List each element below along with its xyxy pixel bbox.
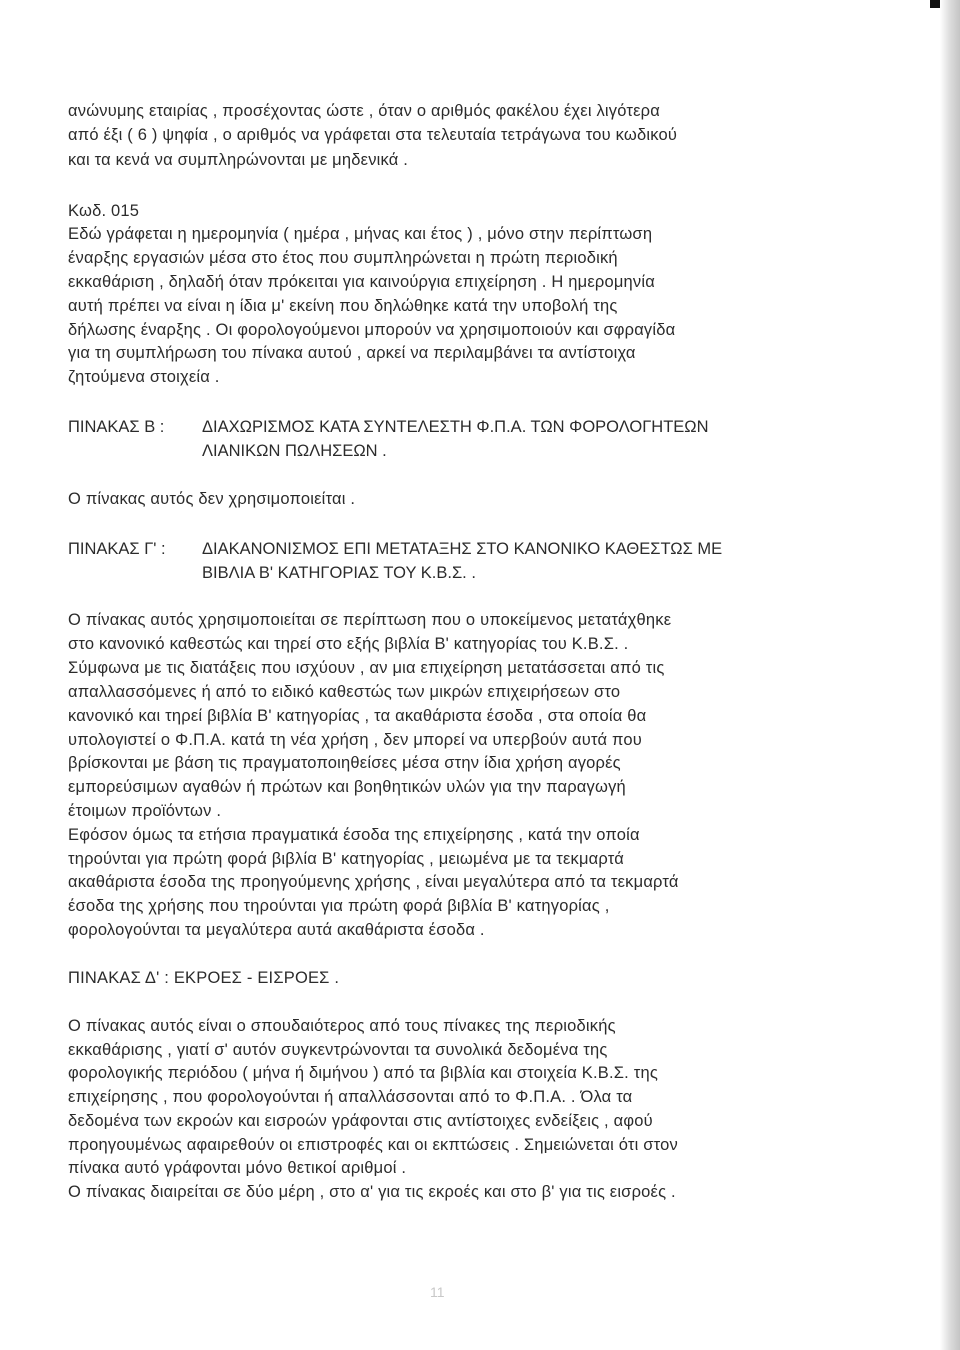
text-line: δήλωσης έναρξης . Οι φορολογούμενοι μπορούν να χρησιμοποιούν και σφραγίδα (68, 321, 676, 339)
text-line: Ο πίνακας αυτός είναι ο σπουδαιότερος από τους πίνακες της περιοδικής (68, 1017, 616, 1035)
text-line: στο κανονικό καθεστώς και τηρεί στο εξής βιβλία Β' κατηγορίας του Κ.Β.Σ. . (68, 635, 629, 653)
text-line: έτοιμων προϊόντων . (68, 802, 222, 820)
text-line: εκκαθάριση , δηλαδή όταν πρόκειται για καινούργια επιχείρηση . Η ημερομηνία (68, 273, 655, 291)
text-line: βρίσκονται με βάση τις πραγματοποιηθείσες μέσα στην ίδια χρήση αγορές (68, 754, 621, 772)
text-line: έναρξης εργασιών μέσα στο έτος που συμπληρώνεται η πρώτη περιοδική (68, 249, 618, 267)
text-line: φορολογούνται τα μεγαλύτερα αυτά ακαθάριστα έσοδα . (68, 921, 485, 939)
text-line: Εφόσον όμως τα ετήσια πραγματικά έσοδα της επιχείρησης , κατά την οποία (68, 826, 640, 844)
table-c-label: ΠΙΝΑΚΑΣ Γ' : (68, 540, 166, 558)
text-line: από έξι ( 6 ) ψηφία , ο αριθμός να γράφεται στα τελευταία τετράγωνα του κωδικού (68, 126, 678, 144)
text-line: αυτή πρέπει να είναι η ίδια μ' εκείνη που δηλώθηκε κατά την υποβολή της (68, 297, 618, 315)
text-line: φορολογικής περιόδου ( μήνα ή διμήνου ) από τα βιβλία και στοιχεία Κ.Β.Σ. της (68, 1064, 658, 1082)
text-line: απαλλασσόμενες ή από το ειδικό καθεστώς των μικρών επιχειρήσεων στο (68, 683, 621, 701)
table-b-title: ΔΙΑΧΩΡΙΣΜΟΣ ΚΑΤΑ ΣΥΝΤΕΛΕΣΤΗ Φ.Π.Α. ΤΩΝ ΦΟΡΟΛΟΓΗΤΕΩΝ (202, 418, 709, 436)
table-c-title: ΒΙΒΛΙΑ Β' ΚΑΤΗΓΟΡΙΑΣ ΤΟΥ Κ.Β.Σ. . (202, 564, 476, 582)
text-line: δεδομένα των εκροών και εισροών γράφονται στις αντίστοιχες ενδείξεις , αφού (68, 1112, 653, 1130)
text-line: για τη συμπλήρωση του πίνακα αυτού , αρκεί να περιλαμβάνει τα αντίστοιχα (68, 344, 636, 362)
text-line: ανώνυμης εταιρίας , προσέχοντας ώστε , όταν ο αριθμός φακέλου έχει λιγότερα (68, 102, 660, 120)
table-c-title: ΔΙΑΚΑΝΟΝΙΣΜΟΣ ΕΠΙ ΜΕΤΑΤΑΞΗΣ ΣΤΟ ΚΑΝΟΝΙΚΟ ΚΑΘΕΣΤΩΣ ΜΕ (202, 540, 723, 558)
page-edge-shadow (940, 0, 960, 1350)
code-label: Κωδ. 015 (68, 202, 140, 220)
text-line: Ο πίνακας αυτός χρησιμοποιείται σε περίπτωση που ο υποκείμενος μετατάχθηκε (68, 611, 672, 629)
text-line: Σύμφωνα με τις διατάξεις που ισχύουν , αν μια επιχείρηση μετατάσσεται από τις (68, 659, 665, 677)
table-b-title: ΛΙΑΝΙΚΩΝ ΠΩΛΗΣΕΩΝ . (202, 442, 387, 460)
text-line: προηγουμένως αφαιρεθούν οι επιστροφές και οι εκπτώσεις . Σημειώνεται ότι στον (68, 1136, 678, 1154)
text-line: πίνακα αυτό γράφονται μόνο θετικοί αριθμοί . (68, 1159, 407, 1177)
table-d-heading: ΠΙΝΑΚΑΣ Δ' : ΕΚΡΟΕΣ - ΕΙΣΡΟΕΣ . (68, 969, 340, 987)
page-number: 11 (430, 1284, 445, 1300)
corner-mark (930, 0, 940, 8)
text-line: κανονικό και τηρεί βιβλία Β' κατηγορίας , τα ακαθάριστα έσοδα , στα οποία θα (68, 707, 647, 725)
text-line: εμπορεύσιμων αγαθών ή πρώτων και βοηθητικών υλών για την παραγωγή (68, 778, 626, 796)
text-line: εκκαθάρισης , γιατί σ' αυτόν συγκεντρώνονται τα συνολικά δεδομένα της (68, 1041, 608, 1059)
text-line: Ο πίνακας διαιρείται σε δύο μέρη , στο α' για τις εκροές και στο β' για τις εισροές . (68, 1183, 676, 1201)
text-line: Εδώ γράφεται η ημερομηνία ( ημέρα , μήνας και έτος ) , μόνο στην περίπτωση (68, 225, 653, 243)
text-line: τηρούνται για πρώτη φορά βιβλία Β' κατηγορίας , μειωμένα με τα τεκμαρτά (68, 850, 625, 868)
text-line: και τα κενά να συμπληρώνονται με μηδενικά . (68, 151, 409, 169)
text-line: επιχείρησης , που φορολογούνται ή απαλλάσσονται από το Φ.Π.Α. . Όλα τα (68, 1088, 633, 1106)
text-line: έσοδα της χρήσης που τηρούνται για πρώτη φορά βιβλία Β' κατηγορίας , (68, 897, 610, 915)
text-line: υπολογιστεί ο Φ.Π.Α. κατά τη νέα χρήση , δεν μπορεί να υπερβούν αυτά που (68, 731, 642, 749)
text-line: ακαθάριστα έσοδα της προηγούμενης χρήσης , είναι μεγαλύτερα από τα τεκμαρτά (68, 873, 679, 891)
text-line: Ο πίνακας αυτός δεν χρησιμοποιείται . (68, 490, 356, 508)
table-b-label: ΠΙΝΑΚΑΣ Β : (68, 418, 165, 436)
text-line: ζητούμενα στοιχεία . (68, 368, 220, 386)
